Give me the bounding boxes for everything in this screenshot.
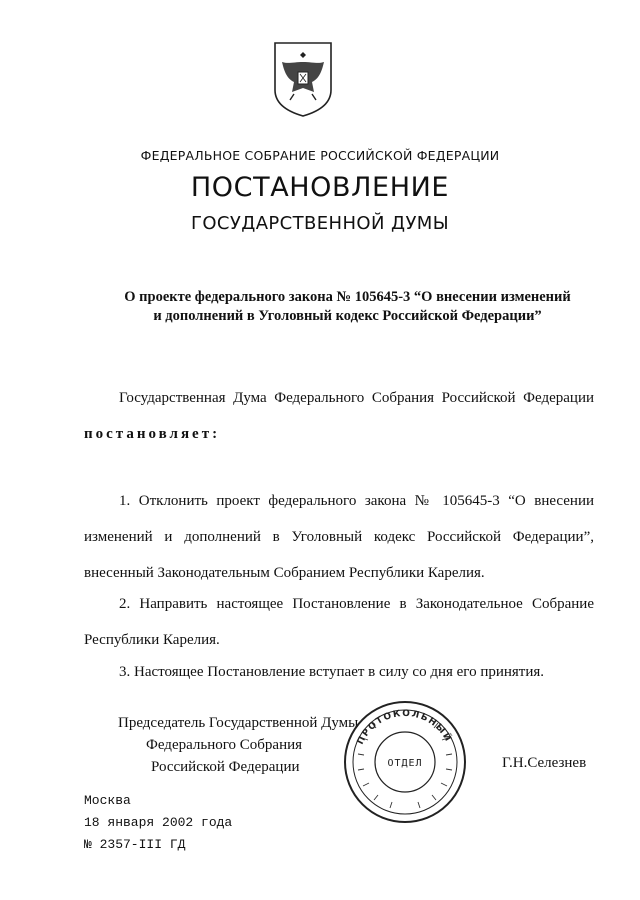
preamble bbox=[84, 380, 594, 452]
item-1: 1. Отклонить проект федерального закона № 105645-3 “О внесении изменений и дополнений в Уголовный кодекс Российской Федерации”, внесенный Законодательным Собранием Республики Карелия. bbox=[84, 493, 594, 581]
official-stamp bbox=[340, 698, 470, 826]
footer-number: № 2357-III ГД bbox=[84, 837, 186, 852]
issuing-body: ГОСУДАРСТВЕННОЙ ДУМЫ bbox=[190, 213, 450, 234]
preamble-text: Государственная Дума Федерального Собрания Российской Федерации bbox=[119, 390, 594, 406]
document-subject bbox=[110, 288, 585, 326]
item-2: 2. Направить настоящее Постановление в Законодательное Собрание Республики Карелия. bbox=[84, 596, 594, 648]
coat-of-arms-icon bbox=[272, 40, 334, 118]
stamp-center-text: ОТДЕЛ bbox=[387, 758, 423, 769]
item-3: 3. Настоящее Постановление вступает в силу со дня его принятия. bbox=[119, 664, 545, 680]
parliament-heading: ФЕДЕРАЛЬНОЕ СОБРАНИЕ РОССИЙСКОЙ ФЕДЕРАЦИИ bbox=[140, 148, 500, 163]
signatory-title bbox=[118, 712, 358, 778]
signatory-title-line-1: Председатель Государственной Думы bbox=[118, 715, 359, 731]
subject-line-2: и дополнений в Уголовный кодекс Российской Федерации” bbox=[153, 308, 542, 324]
footer-city: Москва bbox=[84, 793, 131, 808]
signatory-title-line-3: Российской Федерации bbox=[151, 759, 300, 775]
signatory-name: Г.Н.Селезнев bbox=[502, 755, 587, 771]
subject-line-1: О проекте федерального закона № 105645-3 “О внесении изменений bbox=[124, 289, 571, 305]
document-type: ПОСТАНОВЛЕНИЕ bbox=[190, 172, 450, 203]
document-footer bbox=[84, 790, 232, 856]
footer-date: 18 января 2002 года bbox=[84, 815, 233, 830]
stamp-ring-text: ПРОТОКОЛЬНЫЙ bbox=[355, 708, 454, 747]
preamble-verb: постановляет: bbox=[84, 426, 221, 442]
signatory-title-line-2: Федерального Собрания bbox=[146, 737, 303, 753]
